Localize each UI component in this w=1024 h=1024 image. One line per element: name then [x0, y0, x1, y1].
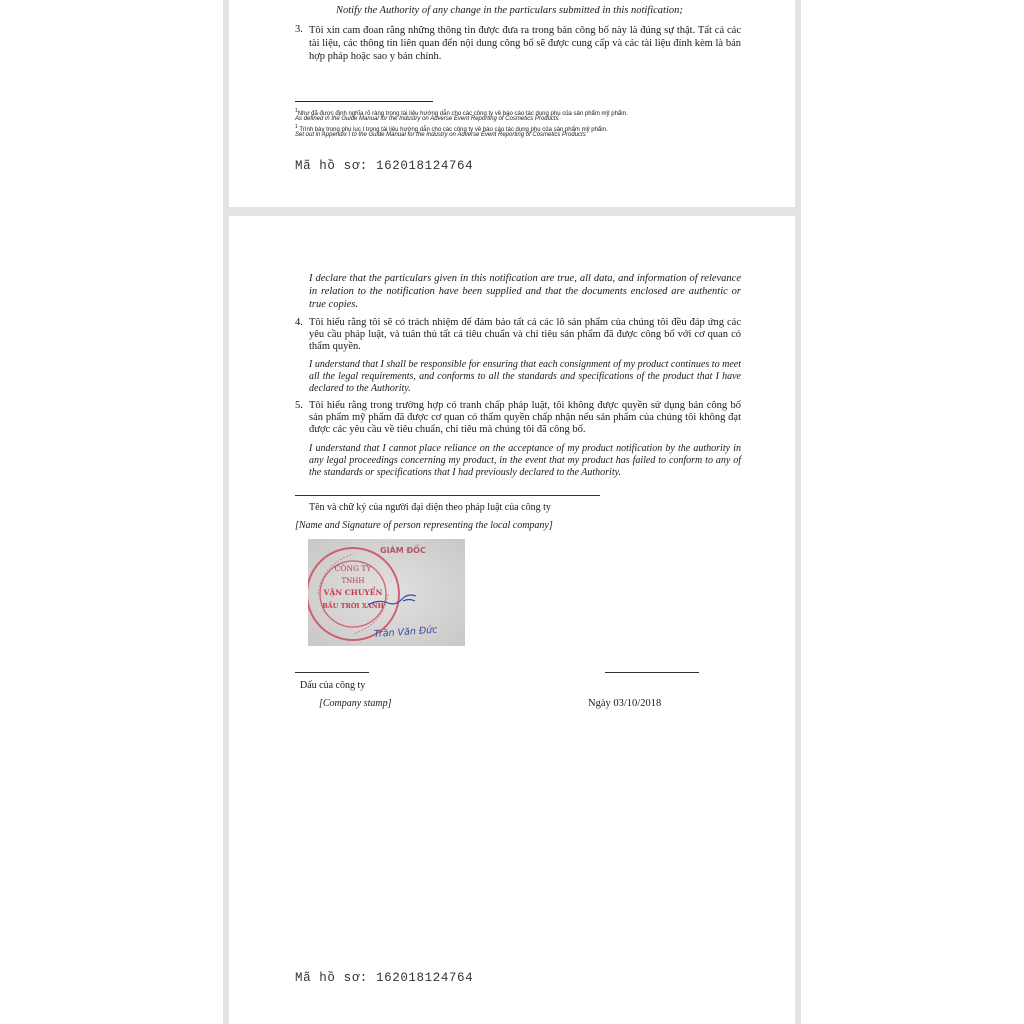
- document-page-1: [229, 0, 795, 207]
- notify-line: Notify the Authority of any change in the particulars submitted in this notification;: [336, 5, 683, 16]
- company-stamp-label-en: [Company stamp]: [319, 698, 392, 709]
- footnote-1-en: As defined in the Guide Manual for the Industry on Adverse Event Reporting of Cosmetics Products: [295, 116, 559, 122]
- declaration-en: I declare that the particulars given in this notification are true, all data, and information of relevance in relation to the notification have been supplied and that the documents enclosed are authentic or true copies.: [309, 273, 741, 310]
- signature-rule: [295, 495, 600, 496]
- item-5-text-vi: Tôi hiểu rằng trong trường hợp có tranh chấp pháp luật, tôi không được quyền sử dụng bản công bố sản phẩm mỹ phẩm đã được cơ quan có thẩm quyền chấp nhận nếu sản phẩm của chúng tôi không đạt được các yêu cầu về tiêu chuẩn, chỉ tiêu mà chúng tôi đã công bố.: [309, 400, 741, 435]
- svg-text:Trần Văn Đức: Trần Văn Đức: [373, 624, 438, 640]
- company-seal-icon: [308, 539, 465, 646]
- item-3-text-vi: Tôi xin cam đoan rằng những thông tin được đưa ra trong bản công bố này là đúng sự thật. Tất cả các tài liệu, các thông tin liên quan đến nội dung công bố sẽ được cung cấp và các tài liệu đính kèm là bản hợp pháp hoặc sao y bản chính.: [309, 25, 741, 62]
- signature-label-vi: Tên và chữ ký của người đại diện theo pháp luật của công ty: [309, 502, 551, 513]
- svg-text:GIÁM ĐỐC: GIÁM ĐỐC: [380, 546, 426, 555]
- footnote-2-en: Set out in Appendix I to the Guide Manual for the Industry on Adverse Event Reporting of Cosmetics Products: [295, 132, 586, 138]
- item-4-text-en: I understand that I shall be responsible for ensuring that each consignment of my product continues to meet all the legal requirements, and conforms to all the standards and specifications of the product that I have declared to the Authority.: [309, 359, 741, 394]
- dossier-number: Mã hồ sơ: 162018124764: [295, 971, 474, 985]
- item-4-text-vi: Tôi hiểu rằng tôi sẽ có trách nhiệm để đảm bảo tất cả các lô sản phẩm của chúng tôi đều đáp ứng các yêu cầu pháp luật, và tuân thủ tất cả tiêu chuẩn và chỉ tiêu sản phẩm đã được công bố với cơ quan có thẩm quyền.: [309, 317, 741, 352]
- svg-text:CÔNG TY: CÔNG TY: [334, 564, 372, 573]
- document-page-2: [229, 216, 795, 1024]
- stamp-signature-image: [308, 539, 465, 646]
- signature-label-en: [Name and Signature of person representing the local company]: [295, 520, 553, 531]
- footnote-2-vi: $^1$ Trình bày trong phụ lục I trong tài liệu hướng dẫn cho các công ty về báo cáo tác dụng phụ của sản phẩm mỹ phẩm.: [295, 124, 608, 133]
- date-rule: [605, 672, 699, 673]
- dossier-number: Mã hồ sơ: 162018124764: [295, 159, 474, 173]
- company-stamp-label-vi: Dấu của công ty: [300, 680, 366, 691]
- item-5-number: 5.: [295, 400, 303, 411]
- item-3-number: 3.: [295, 24, 303, 35]
- svg-text:BẦU TRỜI XANH: BẦU TRỜI XANH: [322, 602, 384, 610]
- svg-text:TNHH: TNHH: [341, 577, 365, 585]
- date-text: Ngày 03/10/2018: [588, 698, 662, 709]
- footnote-separator: [295, 101, 433, 102]
- item-4-number: 4.: [295, 317, 303, 328]
- item-5-text-en: I understand that I cannot place reliance on the acceptance of my product notification by the authority in any legal proceedings concerning my product, in the event that my product has failed to conform to any of the standards or specifications that I had previously declared to the Authority.: [309, 443, 741, 478]
- stamp-rule: [295, 672, 369, 673]
- svg-text:VẬN CHUYỂN: VẬN CHUYỂN: [323, 588, 383, 597]
- footnote-1-vi: $^1$Như đã được định nghĩa rõ ràng trong tài liệu hướng dẫn cho các công ty về báo cáo tác dụng phụ của sản phẩm mỹ phẩm.: [295, 108, 628, 117]
